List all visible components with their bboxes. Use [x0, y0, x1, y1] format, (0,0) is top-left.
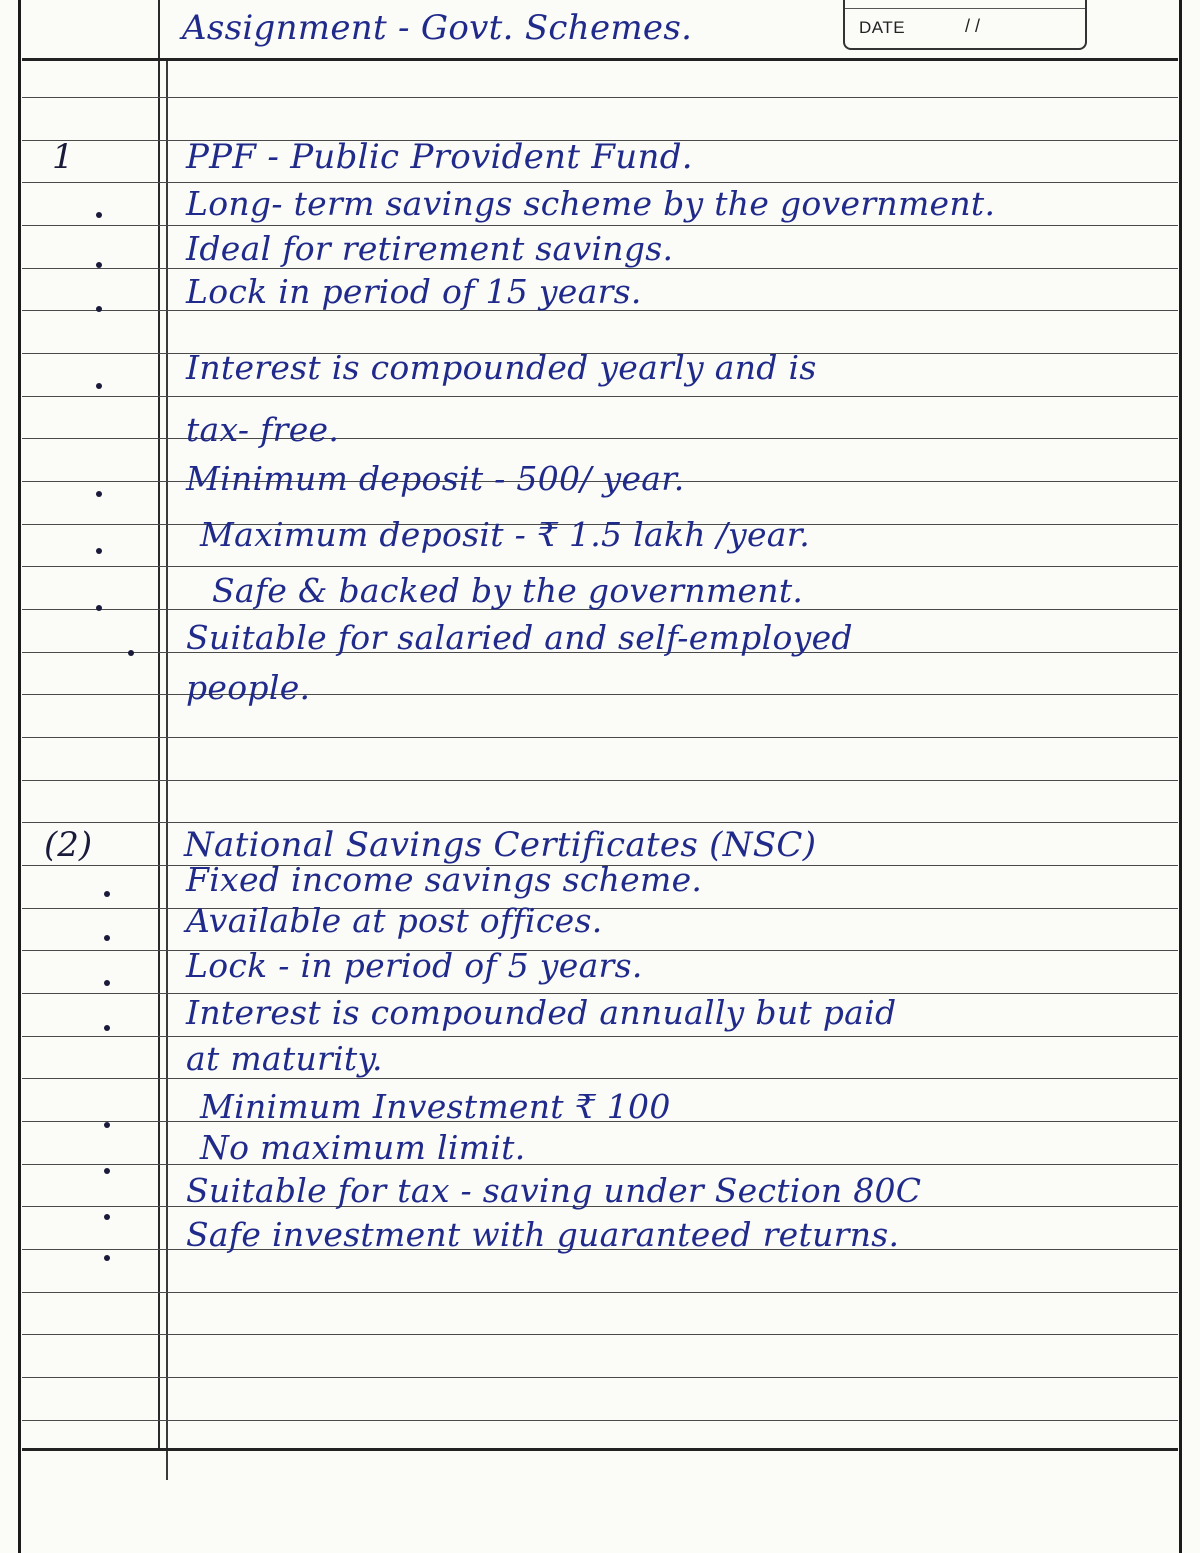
section-line: tax- free. — [186, 410, 340, 449]
page-title: Assignment - Govt. Schemes. — [182, 8, 693, 48]
section-title: National Savings Certificates (NSC) — [184, 825, 817, 865]
page-left-border — [18, 0, 21, 1553]
ruled-line — [22, 566, 1178, 567]
ruled-line — [22, 1377, 1178, 1378]
ruled-line — [22, 1334, 1178, 1335]
bullet — [96, 383, 102, 389]
bullet — [96, 605, 102, 611]
bullet — [96, 306, 102, 312]
section-number: 1 — [52, 137, 74, 177]
margin-line-inner — [166, 60, 168, 1480]
header-rule — [22, 58, 1178, 61]
bullet — [104, 1122, 110, 1128]
ruled-line — [22, 1292, 1178, 1293]
ruled-line — [22, 396, 1178, 397]
ruled-line — [22, 737, 1178, 738]
bullet — [104, 1214, 110, 1220]
section-title: PPF - Public Provident Fund. — [186, 137, 693, 177]
bullet — [96, 491, 102, 497]
bullet — [96, 548, 102, 554]
bullet — [96, 212, 102, 218]
section-line: Minimum deposit - 500/ year. — [186, 459, 685, 498]
ruled-line — [22, 1036, 1178, 1037]
footer-rule — [22, 1448, 1178, 1451]
bullet — [104, 980, 110, 986]
ruled-line — [22, 822, 1178, 823]
bullet — [104, 935, 110, 941]
date-box — [843, 0, 1087, 50]
section-line: Fixed income savings scheme. — [186, 860, 703, 899]
section-line: Minimum Investment ₹ 100 — [200, 1087, 671, 1126]
section-line: Lock in period of 15 years. — [186, 272, 642, 311]
section-line: Maximum deposit - ₹ 1.5 lakh /year. — [200, 515, 811, 554]
bullet — [128, 650, 134, 656]
ruled-line — [22, 182, 1178, 183]
section-line: Interest is compounded annually but paid — [186, 993, 897, 1032]
ruled-line — [22, 97, 1178, 98]
ruled-line — [22, 1078, 1178, 1079]
section-line: Ideal for retirement savings. — [186, 229, 674, 268]
section-line: at maturity. — [186, 1039, 383, 1078]
bullet — [104, 891, 110, 897]
ruled-line — [22, 1420, 1178, 1421]
bullet — [104, 1025, 110, 1031]
margin-line — [158, 0, 160, 1450]
section-line: Long- term savings scheme by the government. — [186, 184, 996, 223]
page-right-border — [1179, 0, 1182, 1553]
section-line: people. — [186, 668, 311, 707]
section-line: Safe investment with guaranteed returns. — [186, 1215, 900, 1254]
section-line: Safe & backed by the government. — [212, 571, 804, 610]
section-line: Suitable for salaried and self-employed — [186, 618, 853, 657]
bullet — [104, 1255, 110, 1261]
section-line: No maximum limit. — [200, 1128, 526, 1167]
section-line: Available at post offices. — [186, 901, 603, 940]
section-line: Interest is compounded yearly and is — [186, 348, 817, 387]
bullet — [96, 262, 102, 268]
bullet — [104, 1168, 110, 1174]
ruled-line — [22, 780, 1178, 781]
ruled-line — [22, 1164, 1178, 1165]
date-value: / / — [965, 16, 981, 36]
section-number: (2) — [44, 825, 93, 865]
section-line: Suitable for tax - saving under Section 80C — [186, 1171, 922, 1210]
date-box-divider — [845, 8, 1085, 9]
ruled-line — [22, 225, 1178, 226]
ruled-line — [22, 268, 1178, 269]
section-line: Lock - in period of 5 years. — [186, 946, 643, 985]
date-label: DATE — [859, 18, 906, 37]
